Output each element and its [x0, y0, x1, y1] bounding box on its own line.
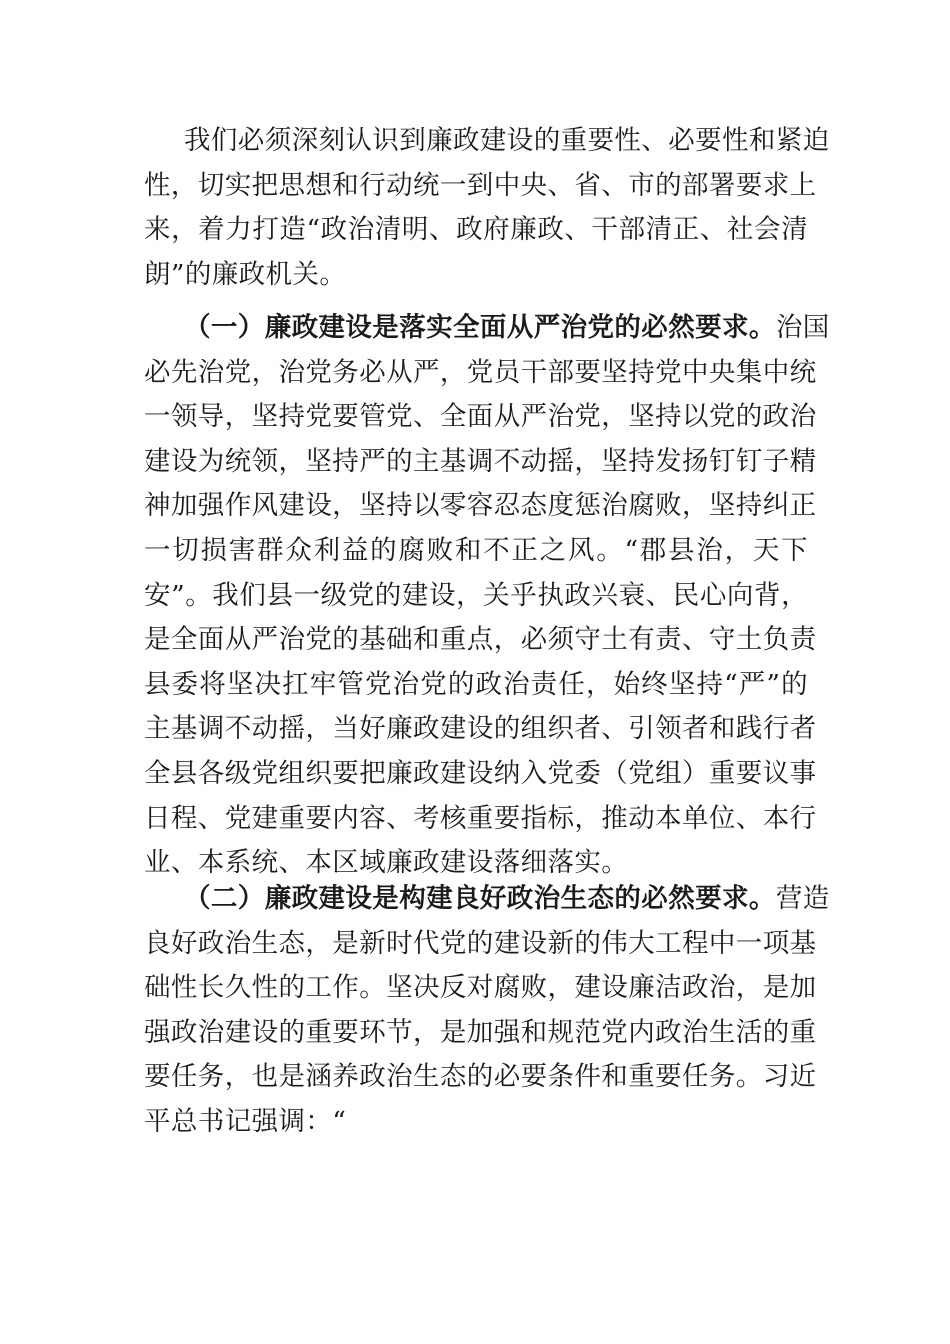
text-line: 性，切实把思想和行动统一到中央、省、市的部署要求上	[144, 169, 817, 201]
text-line: 必先治党，治党务必从严，党员干部要坚持党中央集中统	[144, 356, 817, 388]
text-line: 日程、党建重要内容、考核重要指标，推动本单位、本行	[144, 802, 817, 834]
section-first-line	[144, 306, 830, 351]
text-line: 神加强作风建设，坚持以零容忍态度惩治腐败，坚持纠正	[144, 490, 817, 522]
text-line: 业、本系统、本区域廉政建设落细落实。	[144, 847, 629, 879]
section-first-line-rest: 营造	[775, 883, 830, 914]
text-line: 要任务，也是涵养政治生态的必要条件和重要任务。习近	[144, 1061, 817, 1093]
text-line: 一领导，坚持党要管党、全面从严治党，坚持以党的政治	[144, 401, 817, 433]
text-line: 良好政治生态，是新时代党的建设新的伟大工程中一项基	[144, 927, 817, 959]
text-line: 建设为统领，坚持严的主基调不动摇，坚持发扬钉钉子精	[144, 445, 817, 477]
text-line: 来，着力打造“政治清明、政府廉政、干部清正、社会清	[144, 214, 808, 246]
text-line: 朗”的廉政机关。	[144, 258, 347, 290]
text-line: 安”。我们县一级党的建设，关乎执政兴衰、民心向背，	[144, 579, 808, 611]
text-line: 一切损害群众利益的腐败和不正之风。“郡县治，天下	[144, 534, 808, 566]
paragraph-section-2	[144, 877, 830, 1145]
text-line: 础性长久性的工作。坚决反对腐败，建设廉洁政治，是加	[144, 972, 817, 1004]
text-line: 强政治建设的重要环节，是加强和规范党内政治生活的重	[144, 1016, 817, 1048]
section-heading: （一）廉政建设是落实全面从严治党的必然要求。	[184, 312, 776, 343]
text-line: 主基调不动摇，当好廉政建设的组织者、引领者和践行者	[144, 713, 817, 745]
text-line: 我们必须深刻认识到廉政建设的重要性、必要性和紧迫	[184, 125, 830, 156]
text-line: 全县各级党组织要把廉政建设纳入党委（党组）重要议事	[144, 757, 817, 789]
section-first-line-rest: 治国	[775, 312, 830, 343]
text-line: 平总书记强调：“	[144, 1105, 347, 1137]
text-line: 是全面从严治党的基础和重点，必须守土有责、守土负责	[144, 624, 817, 656]
section-first-line	[144, 877, 830, 922]
paragraph-section-1	[144, 306, 830, 886]
text-line: 县委将坚决扛牢管党治党的政治责任，始终坚持“严”的	[144, 668, 808, 700]
section-heading: （二）廉政建设是构建良好政治生态的必然要求。	[184, 883, 776, 914]
paragraph-intro	[144, 119, 830, 297]
